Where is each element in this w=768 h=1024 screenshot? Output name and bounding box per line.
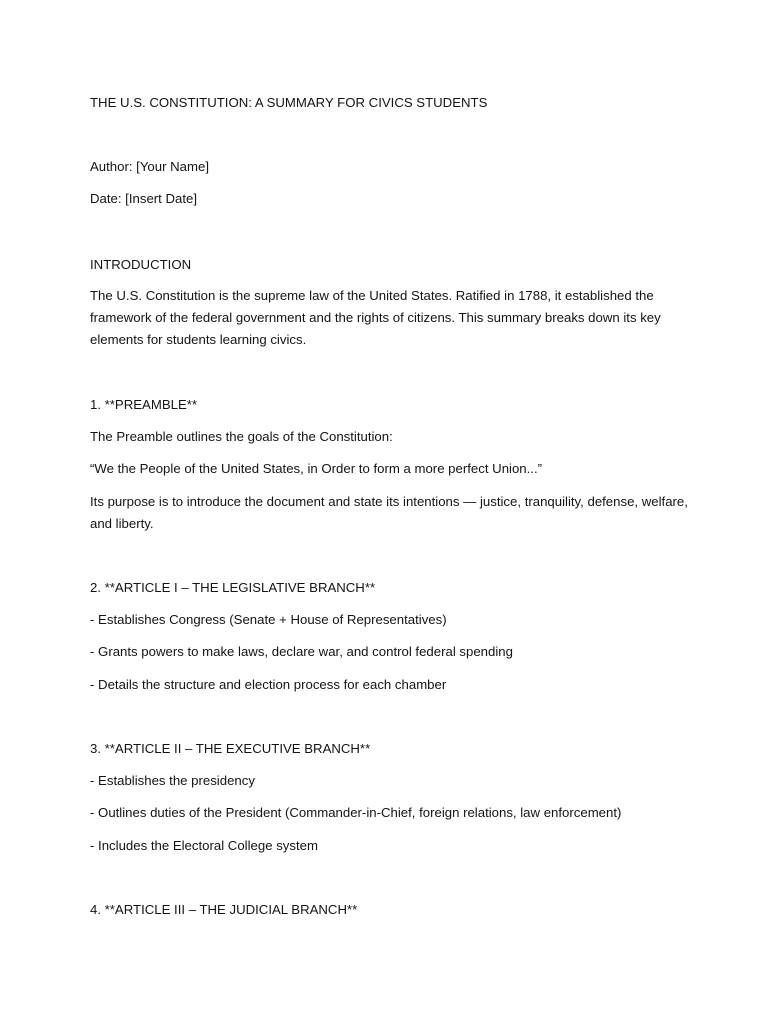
introduction-heading: INTRODUCTION [90,257,192,272]
article1-heading: 2. **ARTICLE I – THE LEGISLATIVE BRANCH** [90,580,376,595]
introduction-paragraph: The U.S. Constitution is the supreme law of the United States. Ratified in 1788, it established the framework of the federal government and the rights of citizens. This summary breaks down its key elements for students learning civics. [90,288,661,347]
preamble-quote: “We the People of the United States, in Order to form a more perfect Union...” [90,461,543,476]
list-item: - Outlines duties of the President (Commander-in-Chief, foreign relations, law enforcement) [90,805,622,820]
list-item: - Includes the Electoral College system [90,838,318,853]
list-item: - Grants powers to make laws, declare war, and control federal spending [90,644,513,659]
list-item: - Details the structure and election process for each chamber [90,677,447,692]
list-item: - Establishes Congress (Senate + House of Representatives) [90,612,447,627]
preamble-heading: 1. **PREAMBLE** [90,397,198,412]
document-title: THE U.S. CONSTITUTION: A SUMMARY FOR CIVICS STUDENTS [90,95,488,110]
date-line: Date: [Insert Date] [90,191,198,206]
article2-heading: 3. **ARTICLE II – THE EXECUTIVE BRANCH** [90,741,371,756]
author-line: Author: [Your Name] [90,159,209,174]
list-item: - Establishes the presidency [90,773,255,788]
preamble-intro: The Preamble outlines the goals of the Constitution: [90,429,393,444]
article3-heading: 4. **ARTICLE III – THE JUDICIAL BRANCH** [90,902,358,917]
preamble-purpose: Its purpose is to introduce the document and state its intentions — justice, tranquility, defense, welfare, and liberty. [90,494,688,531]
